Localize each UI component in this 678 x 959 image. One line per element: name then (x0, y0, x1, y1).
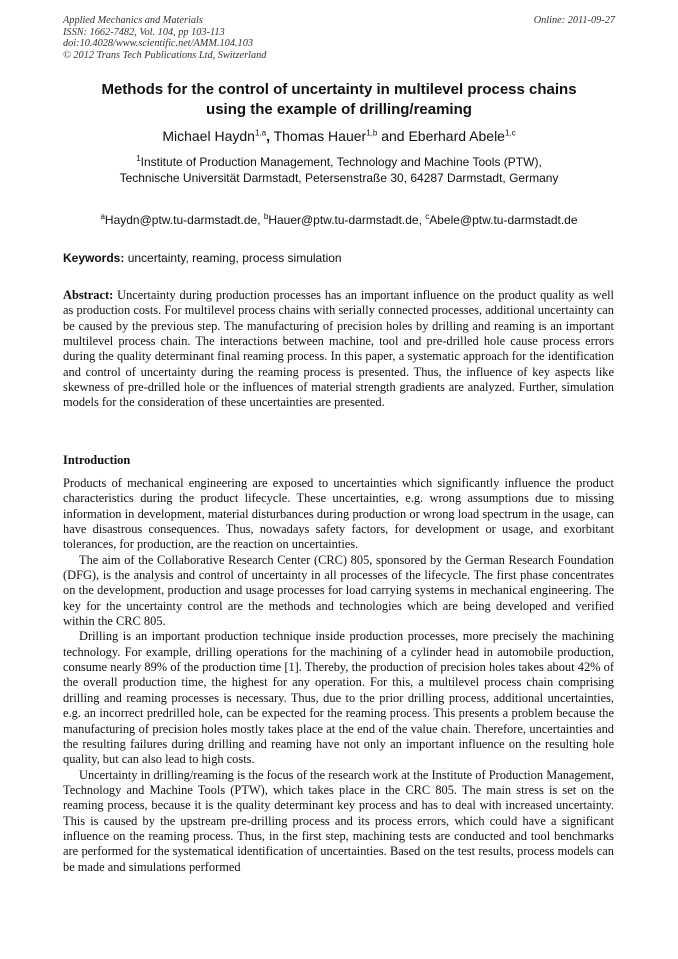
email-a[interactable]: Haydn@ptw.tu-darmstadt.de, (104, 213, 261, 227)
title-line-2: using the example of drilling/reaming (206, 101, 472, 118)
affiliation (63, 154, 615, 186)
keywords-label: Keywords: (63, 251, 125, 265)
paragraph: Uncertainty in drilling/reaming is the focus of the research work at the Institute of Production Management, Technology and Machine Tools (PTW), which takes place in the CRC 805. The main stress is set on the reaming process, because it is the quality determinant key process and has to deal with increased uncertainty. This is caused by the upstream pre-drilling process and its process errors, which could have a significant influence on the reaming process. Thus, in the first step, machining tests are conducted and tool benchmarks are performed for the systematical identification of uncertainties. Based on the test results, process models can be made and simulations performed (63, 767, 614, 874)
journal-name: Applied Mechanics and Materials (63, 15, 203, 26)
affiliation-mark: 1 (136, 154, 141, 163)
title-line-1: Methods for the control of uncertainty in multilevel process chains (101, 81, 577, 98)
keywords (63, 250, 615, 266)
author-emails (63, 212, 615, 228)
section-heading-introduction: Introduction (63, 453, 131, 467)
email-b-mark: b (263, 212, 269, 221)
author-1-affiliation-mark: 1,a (254, 128, 267, 138)
abstract-label: Abstract: (63, 288, 114, 302)
introduction-body (63, 476, 614, 875)
online-date: Online: 2011-09-27 (533, 15, 615, 26)
author-2-affiliation-mark: 1,b (366, 128, 378, 138)
author-3-affiliation-mark: 1,c (504, 128, 516, 138)
email-b[interactable]: Hauer@ptw.tu-darmstadt.de, (268, 213, 422, 227)
abstract (63, 288, 614, 411)
paragraph: Drilling is an important production technique inside production processes, more precisely the machining technology. For example, drilling operations for the machining of a cylinder head in automobile production, consume nearly 89% of the production time [1]. Thereby, the production of precision holes takes about 42% of the overall production time, the highest for any operation. For this, a multilevel process chain comprising drilling and reaming processes is necessary. Thus, due to the prior drilling process, additional uncertainties, e.g. an incorrect predrilled hole, can be expected for the reaming process. This presents a problem because the manufacturing of precision holes mostly takes place at the end of the value chain. Therefore, uncertainties and the resulting failures during drilling and reaming have not only an important influence on the resulting hole quality, but can also lead to high costs. (63, 629, 614, 767)
author-2: Thomas Hauer (273, 128, 367, 144)
affiliation-line-1: Institute of Production Management, Technology and Machine Tools (PTW), (140, 155, 542, 169)
issn-line: ISSN: 1662-7482, Vol. 104, pp 103-113 (63, 26, 225, 38)
author-1: Michael Haydn (162, 128, 255, 144)
paragraph: The aim of the Collaborative Research Center (CRC) 805, sponsored by the German Research Foundation (DFG), is the analysis and control of uncertainty in all processes of the lifecycle. The first phase concentrates on the development, production and usage processes for load carrying systems in mechanical engineering. The key for the uncertainty control are the methods and technologies which are being developed and verified within the CRC 805. (63, 552, 614, 629)
and-word: and (381, 128, 405, 144)
copyright-line: © 2012 Trans Tech Publications Ltd, Switzerland (63, 49, 267, 61)
email-c-mark: c (425, 212, 430, 221)
doi-line: doi:10.4028/www.scientific.net/AMM.104.103 (63, 38, 253, 50)
author-3: Eberhard Abele (408, 128, 505, 144)
email-a-mark: a (100, 212, 105, 221)
paper-title (63, 80, 615, 120)
keywords-text: uncertainty, reaming, process simulation (127, 251, 342, 265)
affiliation-line-2: Technische Universität Darmstadt, Petersenstraße 30, 64287 Darmstadt, Germany (119, 171, 559, 185)
email-c[interactable]: Abele@ptw.tu-darmstadt.de (429, 213, 578, 227)
journal-header (63, 15, 615, 61)
paragraph: Products of mechanical engineering are exposed to uncertainties which significantly influence the product characteristics during the product lifecycle. These uncertainties, e.g. wrong assumptions due to missing information in development, material disturbances during production or wrong load spectrum in the usage, can have disastrous consequences. Thus, nowadays safety factors, for development or usage, and exorbitant tolerances, for production, are the reaction on uncertainties. (63, 476, 614, 552)
abstract-text: Uncertainty during production processes has an important influence on the product quality as well as production costs. For multilevel process chains with serially connected processes, additional uncertainty can be caused by the previous step. The manufacturing of precision holes by drilling and reaming is an important multilevel process chain. The interactions between machine, tool and pre-drilled hole cause process errors during the quality determinant final reaming process. In this paper, a systematic approach for the identification and control of uncertainty during the reaming process is presented. Thus, the influence of key aspects like skewness of pre-drilled hole or the influences of material strength gradients are analyzed. Further, simulation models for the consideration of these uncertainties are presented. (63, 288, 614, 410)
author-list: Michael Haydn$^{1,a}$, Thomas Hauer$^{1,b}$ and Eberhard Abele$^{1,c}$ (162, 128, 516, 144)
